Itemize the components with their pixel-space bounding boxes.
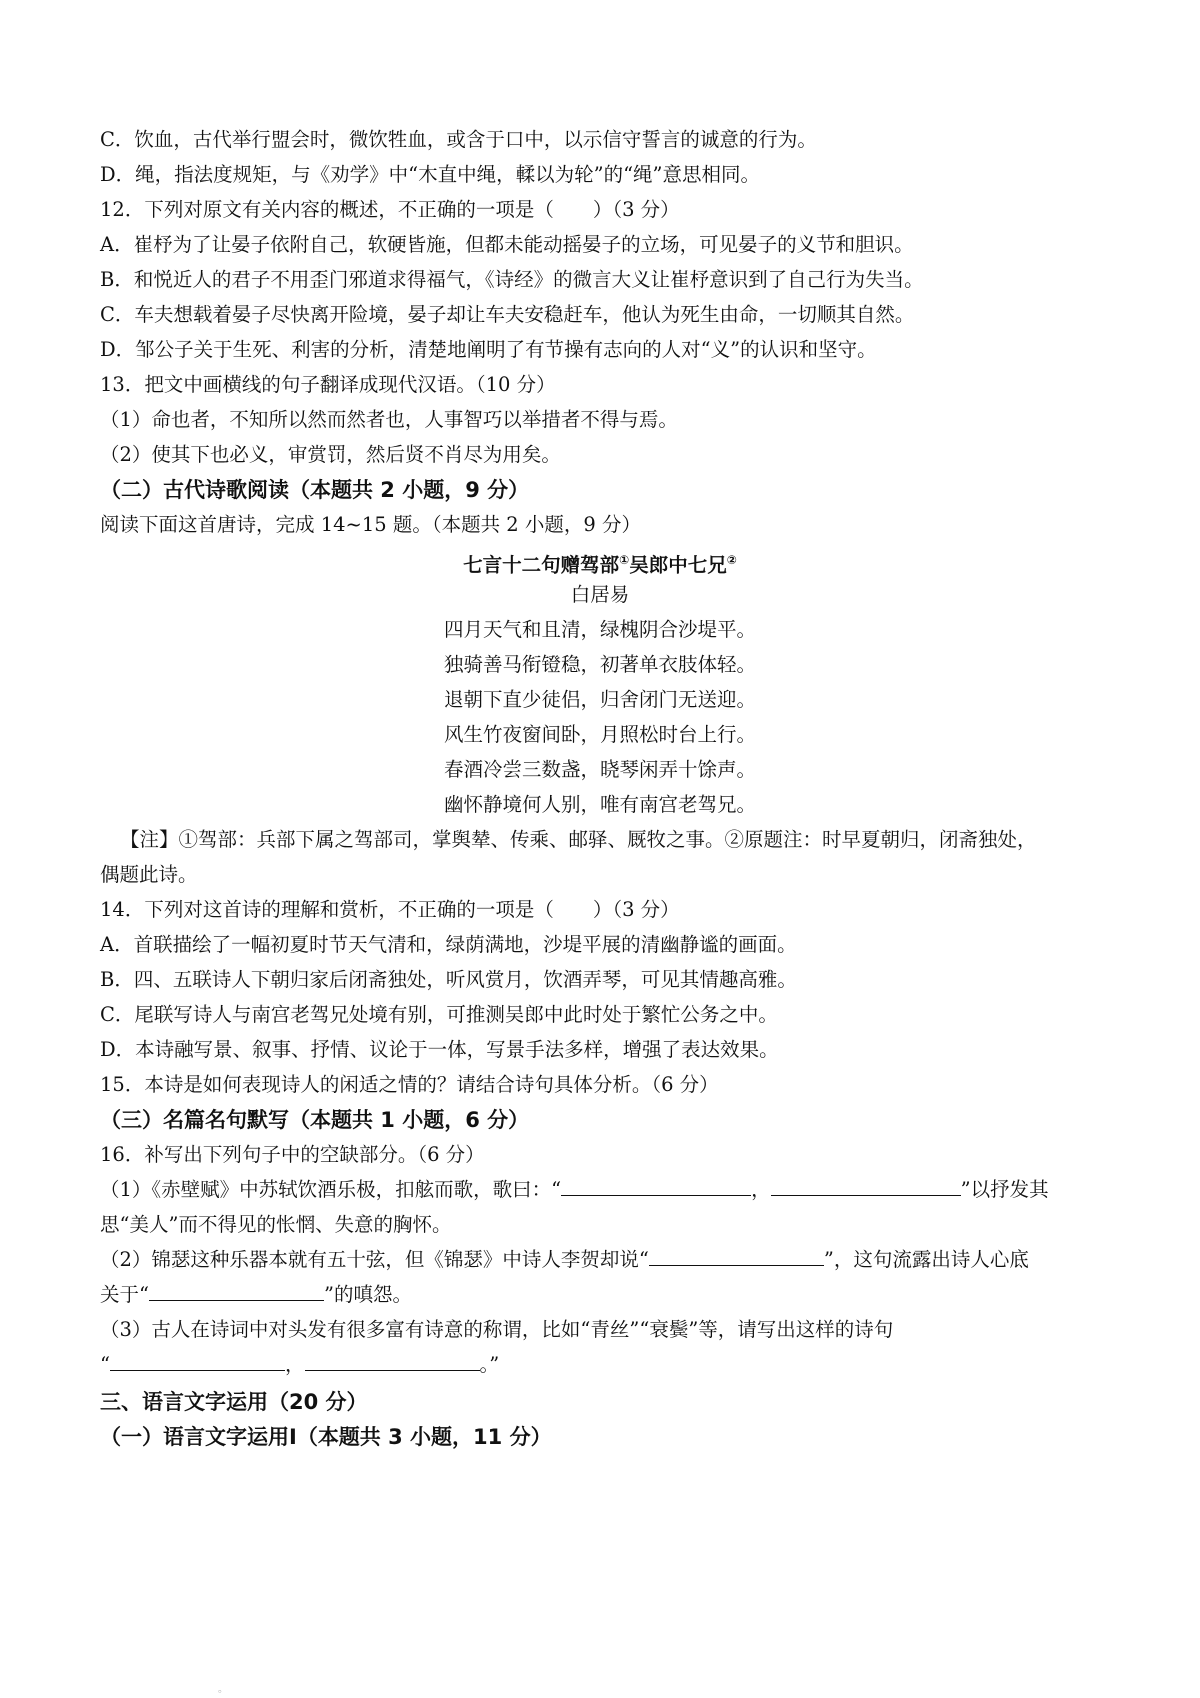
- answer-blank[interactable]: [561, 1177, 751, 1196]
- poem-verse: 春酒冷尝三数盏，晓琴闲弄十馀声。: [443, 758, 756, 781]
- q13-sentence-1: （1）命也者，不知所以然而然者也，人事智巧以举措者不得与焉。: [100, 408, 678, 431]
- q16-1-tail: ”以抒发其: [960, 1178, 1049, 1201]
- q16-2-tail: ”，这句流露出诗人心底: [823, 1248, 1029, 1271]
- answer-blank[interactable]: [149, 1282, 324, 1301]
- option-d-q11: D．绳，指法度规矩，与《劝学》中“木直中绳，輮以为轮”的“绳”意思相同。: [100, 163, 761, 186]
- poem-note-line-1: 【注】①驾部：兵部下属之驾部司，掌舆辇、传乘、邮驿、厩牧之事。②原题注：时早夏朝归，闭斋独处，: [120, 828, 1037, 851]
- answer-blank[interactable]: [305, 1352, 480, 1371]
- q16-part-3-line-1: （3）古人在诗词中对头发有很多富有诗意的称谓，比如“青丝”“衰鬓”等，请写出这样的诗句: [100, 1318, 894, 1341]
- question-13: 13．把文中画横线的句子翻译成现代汉语。（10 分）: [100, 373, 556, 396]
- q16-part-2-line-1: [100, 1246, 1110, 1274]
- option-d-q14: D．本诗融写景、叙事、抒情、议论于一体，写景手法多样，增强了表达效果。: [100, 1038, 779, 1061]
- q16-part-2-line-2: [100, 1281, 1110, 1309]
- q16-2-line2-text: 关于“: [100, 1283, 149, 1306]
- poetry-instructions: 阅读下面这首唐诗，完成 14~15 题。（本题共 2 小题，9 分）: [100, 513, 642, 536]
- option-c-q11: C．饮血，古代举行盟会时，微饮牲血，或含于口中，以示信守誓言的诚意的行为。: [100, 128, 817, 151]
- section-heading-language-1: （一）语言文字运用Ⅰ（本题共 3 小题，11 分）: [100, 1425, 552, 1449]
- q16-3-open: “: [100, 1353, 110, 1376]
- option-b-q14: B．四、五联诗人下朝归家后闭斋独处，听风赏月，饮酒弄琴，可见其情趣高雅。: [100, 968, 797, 991]
- poem-verse: 四月天气和且清，绿槐阴合沙堤平。: [443, 618, 756, 641]
- question-15: 15．本诗是如何表现诗人的闲适之情的？请结合诗句具体分析。（6 分）: [100, 1073, 719, 1096]
- question-12: 12．下列对原文有关内容的概述，不正确的一项是（ ）（3 分）: [100, 198, 680, 221]
- option-d-q12: D．邹公子关于生死、利害的分析，清楚地阐明了有节操有志向的人对“义”的认识和坚守。: [100, 338, 877, 361]
- q16-1-text: （1）《赤壁赋》中苏轼饮酒乐极，扣舷而歌，歌曰：“: [100, 1178, 562, 1201]
- section-heading-recitation: （三）名篇名句默写（本题共 1 小题，6 分）: [100, 1108, 530, 1132]
- footer-mark: 。: [218, 1684, 228, 1695]
- q16-2-text: （2）锦瑟这种乐器本就有五十弦，但《锦瑟》中诗人李贺却说“: [100, 1248, 649, 1271]
- q16-part-1-line-2: 思“美人”而不得见的怅惘、失意的胸怀。: [100, 1213, 452, 1236]
- question-16: 16．补写出下列句子中的空缺部分。（6 分）: [100, 1143, 485, 1166]
- poem-author: 白居易: [570, 583, 630, 606]
- q16-part-3-line-2: [100, 1351, 1110, 1379]
- poem-verse: 幽怀静境何人别，唯有南宫老驾兄。: [443, 793, 756, 816]
- answer-blank[interactable]: [771, 1177, 961, 1196]
- poem-title: [0, 546, 1200, 580]
- poem-verse: 风生竹夜窗间卧，月照松时台上行。: [443, 723, 756, 746]
- poem-title-part-b: 吴郎中七兄: [629, 553, 727, 577]
- option-a-q14: A．首联描绘了一幅初夏时节天气清和，绿荫满地，沙堤平展的清幽静谧的画面。: [100, 933, 797, 956]
- poem-verse: 独骑善马衔镫稳，初著单衣肢体轻。: [443, 653, 756, 676]
- section-heading-language: 三、语言文字运用（20 分）: [100, 1390, 368, 1414]
- note-mark-2: ②: [726, 553, 737, 567]
- q16-3-sep: ，: [284, 1353, 305, 1376]
- option-c-q14: C．尾联写诗人与南宫老驾兄处境有别，可推测吴郎中此时处于繁忙公务之中。: [100, 1003, 778, 1026]
- q16-2-line2-tail: ”的嗔怨。: [323, 1283, 412, 1306]
- note-mark-1: ①: [619, 553, 630, 567]
- poem-verse: 退朝下直少徒侣，归舍闭门无送迎。: [443, 688, 756, 711]
- poem-note-line-2: 偶题此诗。: [100, 863, 198, 886]
- option-b-q12: B．和悦近人的君子不用歪门邪道求得福气，《诗经》的微言大义让崔杼意识到了自己行为失当。: [100, 268, 924, 291]
- option-c-q12: C．车夫想载着晏子尽快离开险境，晏子却让车夫安稳赶车，他认为死生由命，一切顺其自然。: [100, 303, 915, 326]
- poem-title-part-a: 七言十二句赠驾部: [463, 553, 620, 577]
- q16-part-1-line-1: [100, 1176, 1110, 1204]
- option-a-q12: A．崔杼为了让晏子依附自己，软硬皆施，但都未能动摇晏子的立场，可见晏子的义节和胆识。: [100, 233, 914, 256]
- q13-sentence-2: （2）使其下也必义，审赏罚，然后贤不肖尽为用矣。: [100, 443, 561, 466]
- answer-blank[interactable]: [649, 1247, 824, 1266]
- question-14: 14．下列对这首诗的理解和赏析，不正确的一项是（ ）（3 分）: [100, 898, 680, 921]
- section-heading-poetry: （二）古代诗歌阅读（本题共 2 小题，9 分）: [100, 478, 530, 502]
- answer-blank[interactable]: [110, 1352, 285, 1371]
- q16-3-close: 。”: [479, 1353, 500, 1376]
- q16-1-sep: ，: [751, 1178, 771, 1201]
